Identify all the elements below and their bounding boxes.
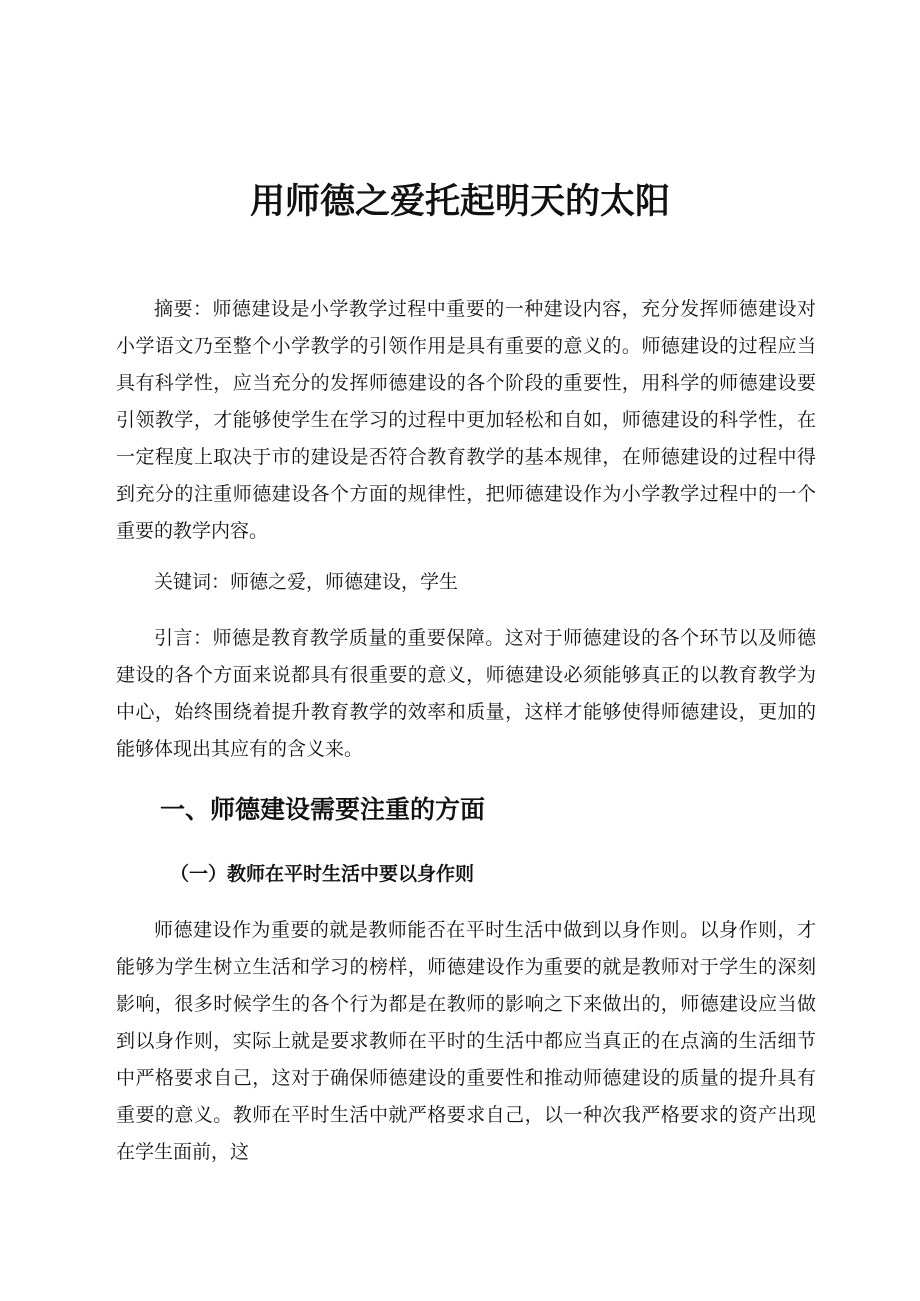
abstract-text: 师德建设是小学教学过程中重要的一种建设内容，充分发挥师德建设对小学语文乃至整个小学教学的引领作用是具有重要的意义的。师德建设的过程应当具有科学性，应当充分的发挥师德建设的各个阶段的重要性，用科学的师德建设要引领教学，才能够使学生在学习的过程中更加轻松和自如，师德建设的科学性，在一定程度上取决于市的建设是否符合教育教学的基本规律，在师德建设的过程中得到充分的注重师德建设各个方面的规律性，把师德建设作为小学教学过程中的一个重要的教学内容。 — [116, 298, 816, 542]
abstract-label: 摘要： — [154, 298, 213, 320]
subsection-heading: （一）教师在平时生活中要以身作则 — [170, 863, 475, 885]
keywords-text: 师德之爱，师德建设，学生 — [230, 571, 459, 593]
document-title: 用师德之爱托起明天的太阳 — [249, 181, 670, 223]
introduction-label: 引言： — [154, 627, 213, 649]
introduction-paragraph — [116, 620, 816, 768]
keywords-paragraph — [116, 564, 816, 601]
section-body-paragraph: 师德建设作为重要的就是教师能否在平时生活中做到以身作则。以身作则，才能够为学生树立生活和学习的榜样，师德建设作为重要的就是教师对于学生的深刻影响，很多时候学生的各个行为都是在教师的影响之下来做出的，师德建设应当做到以身作则，实际上就是要求教师在平时的生活中都应当真正的在点滴的生活细节中严格要求自己，这对于确保师德建设的重要性和推动师德建设的质量的提升具有重要的意义。教师在平时生活中就严格要求自己，以一种次我严格要求的资产出现在学生面前，这 — [116, 919, 816, 1163]
abstract-paragraph — [116, 291, 816, 550]
keywords-label: 关键词： — [154, 571, 231, 593]
introduction-text: 师德是教育教学质量的重要保障。这对于师德建设的各个环节以及师德建设的各个方面来说都具有很重要的意义，师德建设必须能够真正的以教育教学为中心，始终围绕着提升教育教学的效率和质量，这样才能够使得师德建设，更加的能够体现出其应有的含义来。 — [116, 627, 816, 760]
section-heading: 一、师德建设需要注重的方面 — [160, 795, 486, 824]
